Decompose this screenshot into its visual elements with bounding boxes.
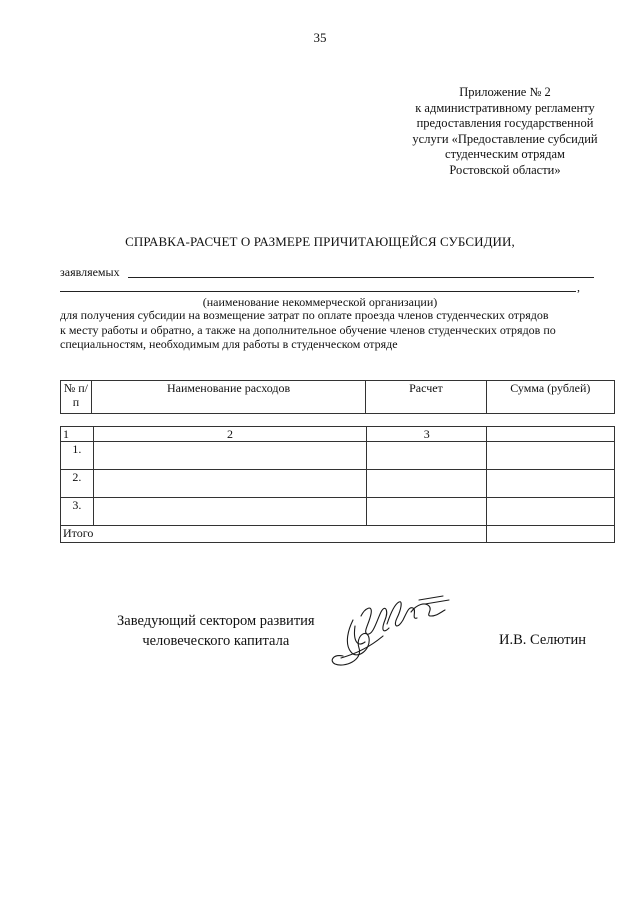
signatory-title-line: человеческого капитала	[142, 633, 290, 649]
applicant-fill-line	[128, 277, 594, 278]
col-number-cell: 1	[61, 427, 94, 442]
annex-line: студенческим отрядам	[445, 147, 565, 161]
annex-line: услуги «Предоставление субсидий	[412, 131, 598, 146]
expense-name-cell[interactable]	[93, 470, 366, 498]
calc-cell[interactable]	[367, 498, 487, 526]
annex-line: к административному регламенту	[415, 100, 595, 115]
org-name-caption: (наименование некоммерческой организации)	[202, 295, 438, 309]
annex-line: Приложение № 2	[459, 85, 551, 99]
annex-block	[370, 85, 640, 178]
row-number: 2.	[61, 470, 94, 498]
expense-name-cell[interactable]	[93, 498, 366, 526]
column-number-row	[61, 427, 615, 442]
table-row	[61, 470, 615, 498]
col-calc-header: Расчет	[366, 381, 486, 414]
purpose-paragraph	[60, 308, 615, 352]
applicant-label: заявляемых	[60, 265, 120, 279]
sum-cell[interactable]	[487, 498, 615, 526]
purpose-line: к месту работы и обратно, а также на дополнительное обучение членов студенческих отрядов по	[60, 322, 556, 337]
row-number: 3.	[61, 498, 94, 526]
annex-line: Ростовской области»	[449, 162, 561, 177]
purpose-line: специальностям, необходимым для работы в студенческом отряде	[60, 337, 398, 351]
col-number-cell: 3	[367, 427, 487, 442]
col-num-header: № п/п	[61, 381, 92, 414]
calc-cell[interactable]	[367, 442, 487, 470]
calc-cell[interactable]	[367, 470, 487, 498]
line-comma: ,	[577, 280, 580, 294]
sum-cell[interactable]	[487, 470, 615, 498]
signatory-name: И.В. Селютин	[499, 632, 587, 648]
table-row	[61, 442, 615, 470]
header-table	[60, 380, 615, 414]
document-title: СПРАВКА-РАСЧЕТ О РАЗМЕРЕ ПРИЧИТАЮЩЕЙСЯ СУБСИДИИ,	[125, 234, 515, 249]
row-number: 1.	[61, 442, 94, 470]
total-row	[61, 526, 615, 543]
col-name-header: Наименование расходов	[91, 381, 365, 414]
handwritten-signature	[325, 590, 455, 675]
signatory-title	[117, 611, 315, 651]
purpose-line: для получения субсидии на возмещение затрат по оплате проезда членов студенческих отрядов	[60, 308, 549, 322]
col-number-cell: 2	[93, 427, 366, 442]
total-label: Итого	[61, 526, 487, 543]
expense-table	[60, 426, 615, 543]
applicant-fill-line-2	[60, 291, 576, 292]
expense-name-cell[interactable]	[93, 442, 366, 470]
table-row	[61, 498, 615, 526]
col-number-cell	[487, 427, 615, 442]
col-sum-header: Сумма (рублей)	[486, 381, 614, 414]
sum-cell[interactable]	[487, 442, 615, 470]
page-number: 35	[313, 30, 327, 45]
total-sum-cell[interactable]	[487, 526, 615, 543]
annex-line: предоставления государственной	[416, 116, 594, 130]
signatory-title-line: Заведующий сектором развития	[117, 613, 315, 629]
